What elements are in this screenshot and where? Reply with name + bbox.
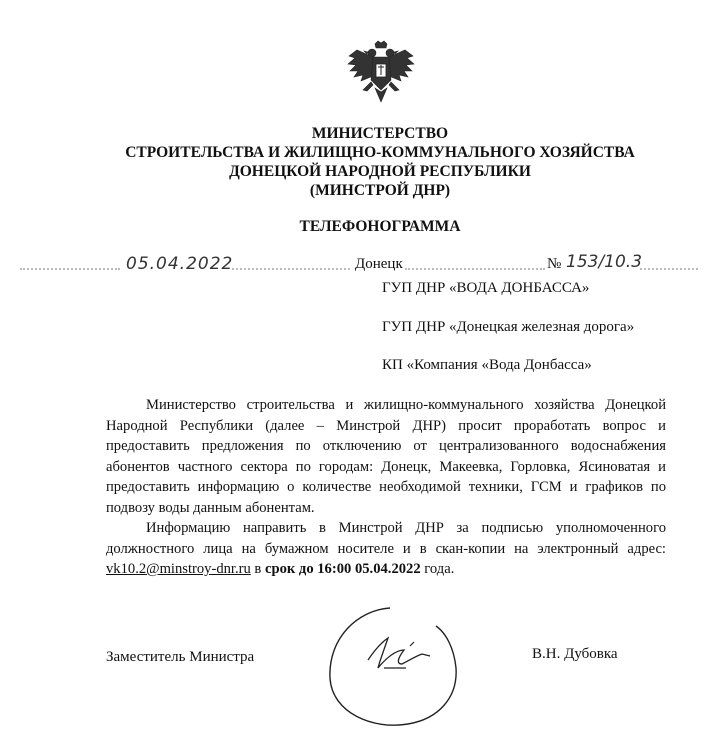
email-link[interactable]: vk10.2@minstroy-dnr.ru — [106, 561, 251, 577]
body-paragraph: Министерство строительства и жилищно-коммунального хозяйства Донецкой Народной Республики (далее – Минстрой ДНР) просит проработать вопрос и предоставить предложения по отключению от централизованного водоснабжения абонентов частного сектора по городам: Донецк, Макеевка, Горловка, Ясиноватая и предоставить информацию о количестве необходимой техники, ГСМ и графиков по подвозу воды данным абонентам. — [106, 397, 666, 516]
document-body — [106, 395, 666, 580]
recipients-list — [382, 278, 634, 394]
dotted-line — [405, 268, 545, 273]
signatory-title: Заместитель Министра — [106, 649, 255, 665]
document-date: 05.04.2022 — [126, 254, 234, 274]
coat-of-arms-eagle-icon — [345, 40, 417, 110]
handwritten-signature — [318, 598, 468, 733]
signatory-name: В.Н. Дубовка — [532, 646, 618, 662]
dotted-line — [232, 268, 350, 273]
recipient-item: ГУП ДНР «Донецкая железная дорога» — [382, 318, 635, 335]
document-type-title: ТЕЛЕФОНОГРАММА — [299, 218, 461, 235]
document-number: 153/10.3 — [566, 252, 643, 272]
recipient-item: ГУП ДНР «ВОДА ДОНБАССА» — [382, 280, 590, 296]
body-text-segment: года. — [420, 561, 455, 577]
body-text-segment: Информацию направить в Минстрой ДНР за подписью уполномоченного должностного лица на бумажном носителе и в скан-копии на электронный адрес: — [106, 520, 666, 557]
dotted-line — [640, 268, 698, 273]
dotted-line — [20, 268, 120, 273]
recipient-item: КП «Компания «Вода Донбасса» — [382, 357, 592, 373]
deadline-text: срок до 16:00 05.04.2022 — [264, 561, 421, 577]
header-line: МИНИСТЕРСТВО — [311, 125, 449, 142]
ministry-header — [90, 124, 670, 200]
document-number-label: № — [547, 256, 562, 272]
body-paragraph — [106, 518, 666, 580]
body-text-segment: в — [250, 561, 265, 577]
header-line: СТРОИТЕЛЬСТВА И ЖИЛИЩНО-КОММУНАЛЬНОГО ХОЗЯЙСТВА — [125, 144, 635, 161]
header-line: (МИНСТРОЙ ДНР) — [309, 182, 451, 199]
document-city: Донецк — [355, 256, 403, 272]
header-line: ДОНЕЦКОЙ НАРОДНОЙ РЕСПУБЛИКИ — [229, 163, 531, 180]
